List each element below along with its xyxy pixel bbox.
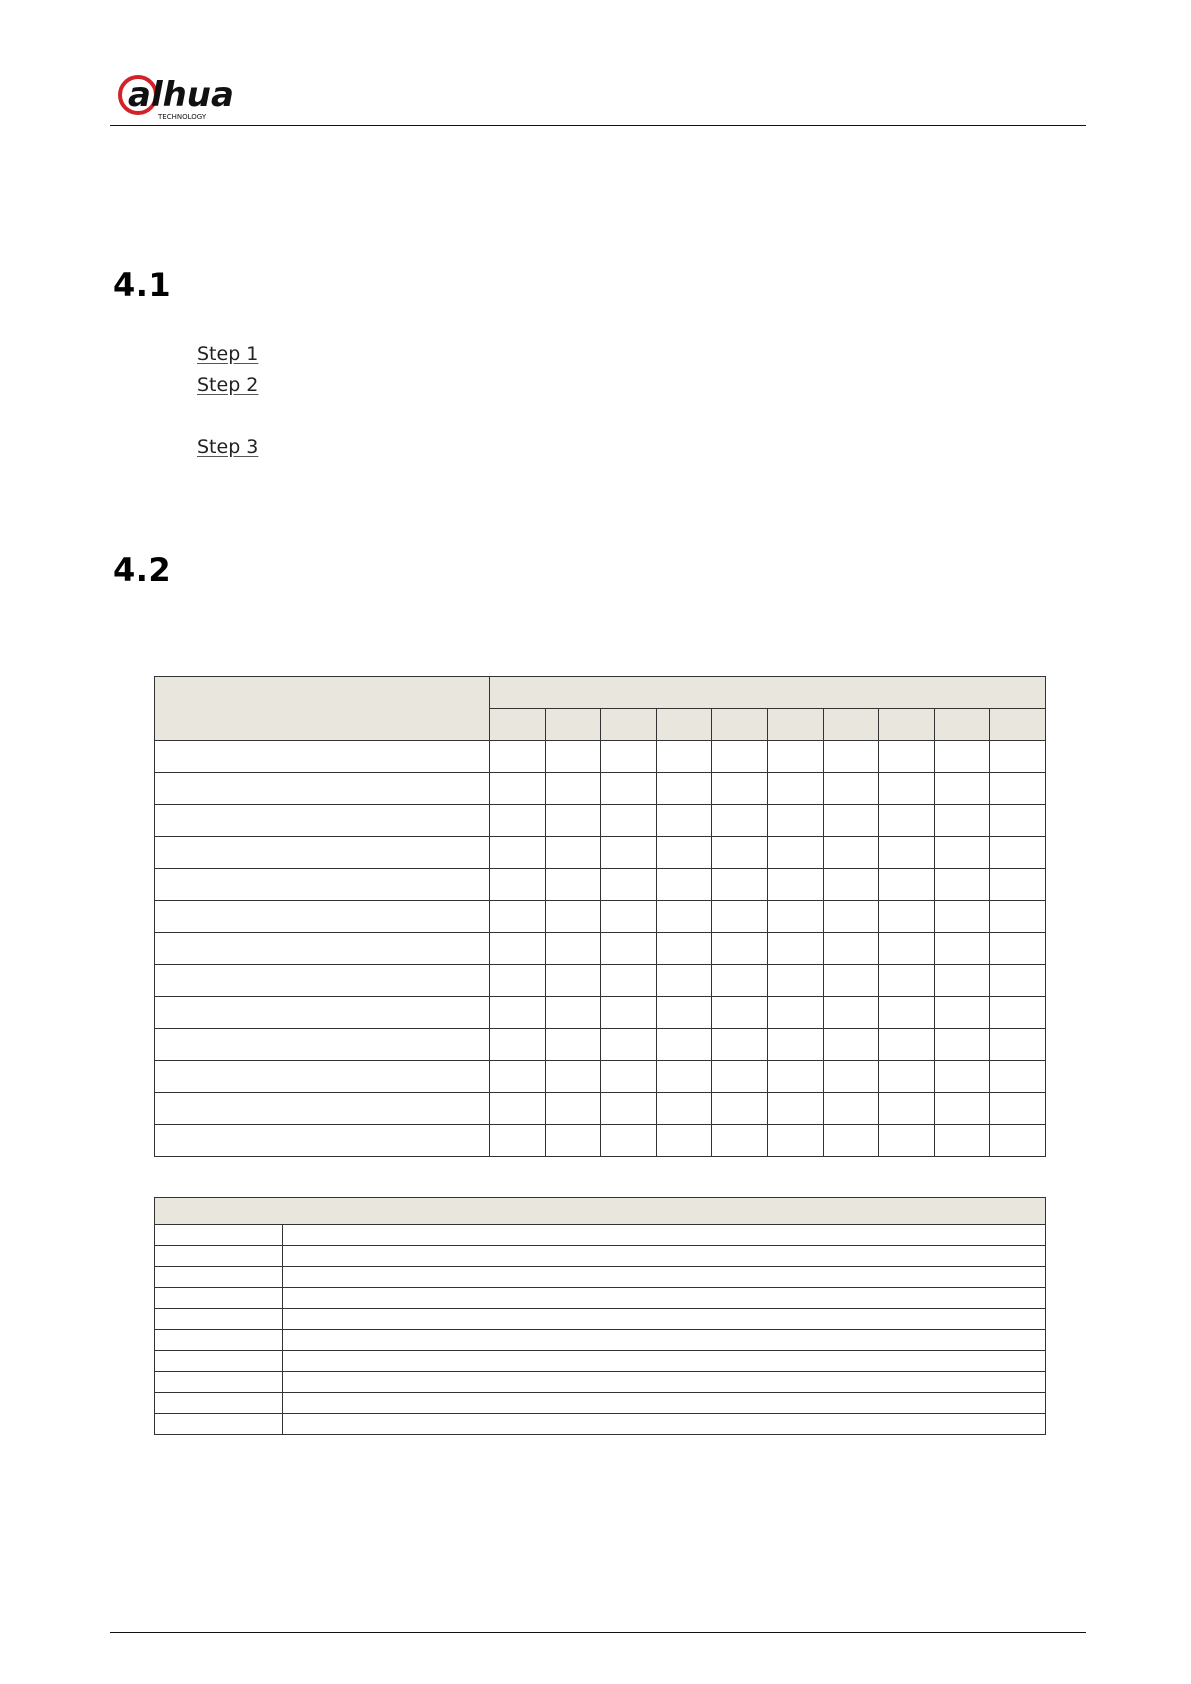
matrix-cell <box>879 933 935 965</box>
matrix-cell <box>656 1061 712 1093</box>
row-label-cell <box>155 741 490 773</box>
matrix-cell <box>934 1029 990 1061</box>
table-row <box>155 1225 1046 1246</box>
table-row <box>155 1309 1046 1330</box>
legend-header-row <box>155 1198 1046 1225</box>
matrix-cell <box>601 997 657 1029</box>
matrix-cell <box>990 1061 1046 1093</box>
matrix-cell <box>712 1093 768 1125</box>
matrix-cell <box>601 869 657 901</box>
matrix-cell <box>490 965 546 997</box>
matrix-subheader-cell <box>712 709 768 741</box>
matrix-cell <box>545 901 601 933</box>
row-label-cell <box>155 869 490 901</box>
matrix-cell <box>545 869 601 901</box>
table-row <box>155 1288 1046 1309</box>
legend-key-cell <box>155 1393 283 1414</box>
matrix-cell <box>490 997 546 1029</box>
legend-key-cell <box>155 1309 283 1330</box>
matrix-cell <box>656 805 712 837</box>
matrix-cell <box>656 1125 712 1157</box>
table-row <box>155 1061 1046 1093</box>
matrix-cell <box>823 837 879 869</box>
matrix-cell <box>879 997 935 1029</box>
matrix-cell <box>545 965 601 997</box>
matrix-cell <box>990 773 1046 805</box>
matrix-cell <box>601 805 657 837</box>
matrix-cell <box>934 869 990 901</box>
matrix-cell <box>490 1093 546 1125</box>
matrix-cell <box>879 773 935 805</box>
matrix-cell <box>990 933 1046 965</box>
matrix-cell <box>656 741 712 773</box>
legend-key-cell <box>155 1330 283 1351</box>
matrix-cell <box>823 805 879 837</box>
row-label-cell <box>155 933 490 965</box>
legend-description-cell <box>283 1288 1046 1309</box>
matrix-cell <box>712 869 768 901</box>
matrix-cell <box>712 933 768 965</box>
matrix-cell <box>601 773 657 805</box>
matrix-cell <box>601 1061 657 1093</box>
matrix-subheader-cell <box>656 709 712 741</box>
matrix-cell <box>934 1125 990 1157</box>
matrix-cell <box>879 1029 935 1061</box>
matrix-header-row <box>155 677 1046 709</box>
matrix-cell <box>656 1029 712 1061</box>
matrix-cell <box>823 1093 879 1125</box>
matrix-cell <box>545 1029 601 1061</box>
matrix-cell <box>656 869 712 901</box>
legend-key-cell <box>155 1372 283 1393</box>
matrix-cell <box>545 741 601 773</box>
matrix-cell <box>879 965 935 997</box>
matrix-cell <box>767 1093 823 1125</box>
legend-description-cell <box>283 1225 1046 1246</box>
matrix-cell <box>879 901 935 933</box>
matrix-cell <box>823 1125 879 1157</box>
matrix-cell <box>990 869 1046 901</box>
matrix-cell <box>934 741 990 773</box>
matrix-cell <box>712 901 768 933</box>
matrix-cell <box>767 837 823 869</box>
matrix-cell <box>601 741 657 773</box>
table-row <box>155 1330 1046 1351</box>
matrix-cell <box>990 997 1046 1029</box>
matrix-cell <box>601 965 657 997</box>
matrix-cell <box>712 773 768 805</box>
legend-key-cell <box>155 1267 283 1288</box>
table-row <box>155 773 1046 805</box>
table-row <box>155 869 1046 901</box>
legend-description-cell <box>283 1372 1046 1393</box>
matrix-cell <box>656 997 712 1029</box>
matrix-cell <box>990 837 1046 869</box>
matrix-cell <box>879 1125 935 1157</box>
matrix-cell <box>656 965 712 997</box>
table-row <box>155 1393 1046 1414</box>
matrix-subheader-cell <box>934 709 990 741</box>
matrix-cell <box>934 901 990 933</box>
table-row <box>155 1246 1046 1267</box>
matrix-subheader-cell <box>601 709 657 741</box>
legend-description-cell <box>283 1393 1046 1414</box>
step-3-label[interactable]: Step 3 <box>197 436 259 458</box>
row-label-cell <box>155 997 490 1029</box>
matrix-cell <box>601 1125 657 1157</box>
matrix-cell <box>767 741 823 773</box>
legend-key-cell <box>155 1288 283 1309</box>
table-row <box>155 1267 1046 1288</box>
matrix-cell <box>490 933 546 965</box>
table-row <box>155 997 1046 1029</box>
matrix-cell <box>601 933 657 965</box>
row-label-cell <box>155 965 490 997</box>
matrix-cell <box>934 837 990 869</box>
table-row <box>155 1351 1046 1372</box>
matrix-cell <box>990 901 1046 933</box>
matrix-cell <box>545 1093 601 1125</box>
matrix-cell <box>823 1061 879 1093</box>
matrix-cell <box>545 773 601 805</box>
legend-description-cell <box>283 1246 1046 1267</box>
table-row <box>155 1029 1046 1061</box>
row-label-cell <box>155 773 490 805</box>
matrix-cell <box>823 773 879 805</box>
matrix-cell <box>545 1061 601 1093</box>
matrix-cell <box>823 869 879 901</box>
svg-text:alhua: alhua <box>128 75 234 115</box>
matrix-cell <box>990 805 1046 837</box>
table-row <box>155 933 1046 965</box>
table-row <box>155 901 1046 933</box>
step-1-label[interactable]: Step 1 <box>197 343 259 365</box>
table-row <box>155 1414 1046 1435</box>
matrix-cell <box>823 901 879 933</box>
section-number-4-1: 4.1 <box>113 266 172 304</box>
matrix-cell <box>767 965 823 997</box>
matrix-cell <box>545 933 601 965</box>
matrix-cell <box>934 773 990 805</box>
matrix-cell <box>545 805 601 837</box>
row-label-cell <box>155 1029 490 1061</box>
matrix-corner-cell <box>155 677 490 741</box>
matrix-cell <box>601 1093 657 1125</box>
dahua-logo <box>118 68 268 124</box>
table-row <box>155 741 1046 773</box>
matrix-cell <box>712 837 768 869</box>
header-rule <box>110 125 1086 126</box>
matrix-cell <box>767 1061 823 1093</box>
row-label-cell <box>155 1125 490 1157</box>
matrix-cell <box>879 837 935 869</box>
matrix-cell <box>934 933 990 965</box>
matrix-subheader-cell <box>990 709 1046 741</box>
matrix-cell <box>990 1093 1046 1125</box>
matrix-cell <box>490 805 546 837</box>
table-row <box>155 965 1046 997</box>
row-label-cell <box>155 1093 490 1125</box>
legend-description-cell <box>283 1414 1046 1435</box>
matrix-cell <box>490 1061 546 1093</box>
matrix-cell <box>934 1093 990 1125</box>
row-label-cell <box>155 901 490 933</box>
matrix-subheader-cell <box>879 709 935 741</box>
matrix-cell <box>656 933 712 965</box>
matrix-cell <box>823 933 879 965</box>
matrix-cell <box>712 965 768 997</box>
matrix-cell <box>656 901 712 933</box>
matrix-cell <box>823 965 879 997</box>
matrix-cell <box>934 805 990 837</box>
matrix-cell <box>767 773 823 805</box>
feature-matrix-table <box>154 676 1046 1157</box>
matrix-cell <box>767 805 823 837</box>
legend-description-cell <box>283 1351 1046 1372</box>
footer-rule <box>110 1632 1086 1633</box>
svg-text:TECHNOLOGY: TECHNOLOGY <box>158 113 207 121</box>
matrix-cell <box>490 773 546 805</box>
matrix-cell <box>712 997 768 1029</box>
matrix-cell <box>879 869 935 901</box>
matrix-group-header-cell <box>490 677 1046 709</box>
matrix-cell <box>823 741 879 773</box>
matrix-cell <box>767 997 823 1029</box>
matrix-cell <box>490 1029 546 1061</box>
matrix-subheader-cell <box>545 709 601 741</box>
matrix-cell <box>767 901 823 933</box>
matrix-cell <box>545 837 601 869</box>
matrix-cell <box>879 805 935 837</box>
matrix-cell <box>712 1125 768 1157</box>
matrix-cell <box>767 1029 823 1061</box>
matrix-cell <box>490 837 546 869</box>
table-row <box>155 1093 1046 1125</box>
legend-table <box>154 1197 1046 1435</box>
matrix-cell <box>823 997 879 1029</box>
matrix-cell <box>879 741 935 773</box>
legend-key-cell <box>155 1246 283 1267</box>
table-row <box>155 1372 1046 1393</box>
table-row <box>155 1125 1046 1157</box>
matrix-cell <box>490 869 546 901</box>
legend-description-cell <box>283 1330 1046 1351</box>
matrix-subheader-cell <box>490 709 546 741</box>
matrix-subheader-cell <box>767 709 823 741</box>
matrix-subheader-cell <box>823 709 879 741</box>
legend-description-cell <box>283 1309 1046 1330</box>
legend-key-cell <box>155 1351 283 1372</box>
row-label-cell <box>155 805 490 837</box>
matrix-cell <box>712 1061 768 1093</box>
matrix-cell <box>934 965 990 997</box>
matrix-cell <box>767 869 823 901</box>
matrix-cell <box>990 1029 1046 1061</box>
table-row <box>155 805 1046 837</box>
matrix-cell <box>712 805 768 837</box>
matrix-cell <box>990 1125 1046 1157</box>
matrix-cell <box>601 901 657 933</box>
matrix-cell <box>656 773 712 805</box>
matrix-cell <box>545 1125 601 1157</box>
matrix-cell <box>934 1061 990 1093</box>
table-row <box>155 837 1046 869</box>
matrix-cell <box>990 965 1046 997</box>
matrix-cell <box>490 741 546 773</box>
matrix-cell <box>656 837 712 869</box>
matrix-cell <box>490 1125 546 1157</box>
matrix-cell <box>767 1125 823 1157</box>
matrix-cell <box>712 741 768 773</box>
matrix-cell <box>823 1029 879 1061</box>
matrix-cell <box>490 901 546 933</box>
matrix-cell <box>601 837 657 869</box>
row-label-cell <box>155 1061 490 1093</box>
matrix-cell <box>879 1093 935 1125</box>
matrix-cell <box>934 997 990 1029</box>
matrix-cell <box>656 1093 712 1125</box>
matrix-cell <box>990 741 1046 773</box>
row-label-cell <box>155 837 490 869</box>
matrix-cell <box>712 1029 768 1061</box>
legend-description-cell <box>283 1267 1046 1288</box>
legend-key-cell <box>155 1414 283 1435</box>
matrix-cell <box>879 1061 935 1093</box>
section-number-4-2: 4.2 <box>113 551 172 589</box>
legend-key-cell <box>155 1225 283 1246</box>
step-2-label[interactable]: Step 2 <box>197 374 259 396</box>
matrix-cell <box>767 933 823 965</box>
legend-header-cell <box>155 1198 1046 1225</box>
matrix-cell <box>545 997 601 1029</box>
matrix-cell <box>601 1029 657 1061</box>
